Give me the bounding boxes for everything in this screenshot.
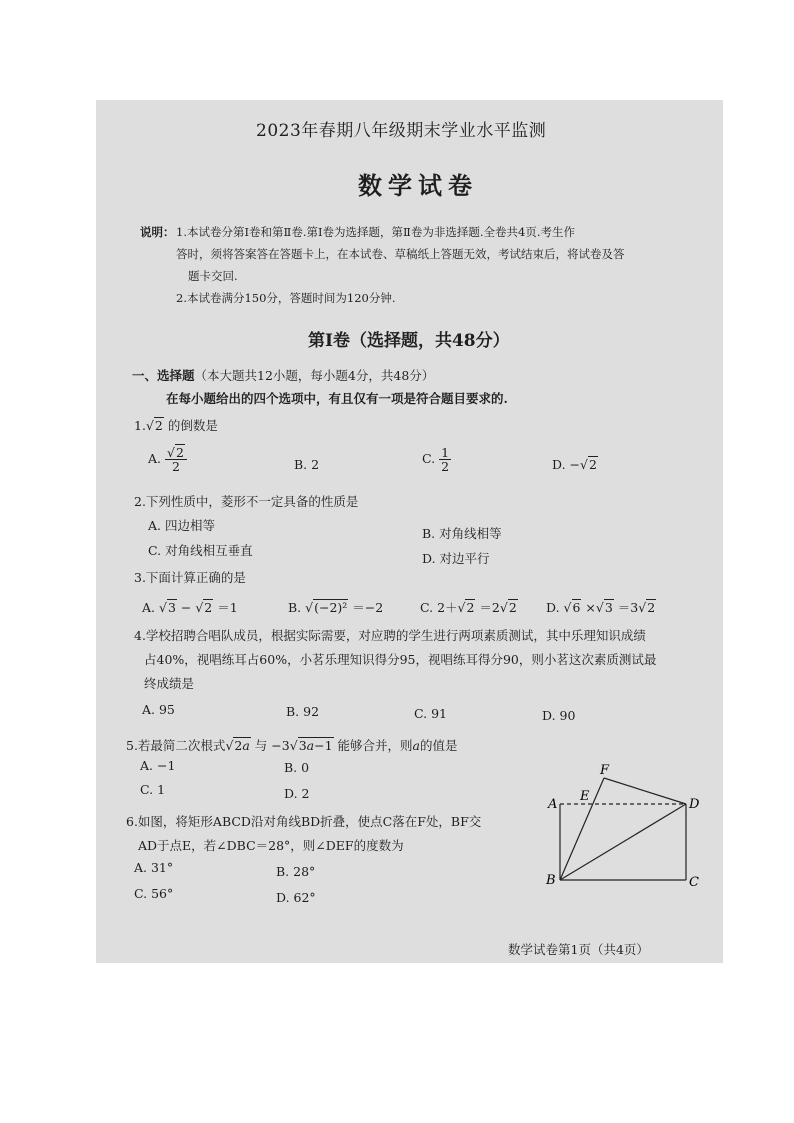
q3-option-d: D. √6 ×√3 ＝3√2 [546, 600, 656, 615]
fig-label-d: D [689, 797, 700, 812]
section-title: 第Ⅰ卷（选择题，共48分） [308, 331, 510, 351]
q5-variable: a [412, 738, 420, 753]
note-1-line-3: 题卡交回. [188, 269, 238, 283]
q4-line-3: 终成绩是 [144, 676, 195, 691]
q6-line-1: 6.如图，将矩形ABCD沿对角线BD折叠，使点C落在F处，BF交 [126, 814, 482, 829]
q3-stem: 3.下面计算正确的是 [134, 570, 246, 585]
q4-option-d: D. 90 [542, 708, 576, 723]
q2-option-a: A. 四边相等 [148, 518, 215, 533]
q5-pre: 5.若最简二次根式 [126, 738, 226, 753]
exam-title: 2023年春期八年级期末学业水平监测 [256, 121, 547, 141]
q2-option-c: C. 对角线相互垂直 [148, 543, 253, 558]
q1-option-a-label: A. [148, 451, 162, 467]
q5-option-b: B. 0 [284, 760, 310, 775]
note-1-line-1: 1.本试卷分第Ⅰ卷和第Ⅱ卷.第Ⅰ卷为选择题，第Ⅱ卷为非选择题.全卷共4页.考生作 [176, 225, 575, 239]
subject-title: 数学试卷 [358, 171, 478, 200]
q6-line-2: AD于点E，若∠DBC＝28°，则∠DEF的度数为 [138, 838, 404, 853]
instruction: 在每小题给出的四个选项中，有且仅有一项是符合题目要求的. [166, 391, 508, 406]
note-2: 2.本试卷满分150分，答题时间为120分钟. [176, 291, 396, 305]
q4-option-c: C. 91 [414, 706, 447, 721]
q5-end: 的值是 [419, 738, 458, 753]
q5-post: 能够合并，则 [337, 738, 413, 753]
q1-number: 1. [134, 418, 146, 433]
fig-line-fd [604, 778, 686, 804]
q4-option-a: A. 95 [142, 702, 175, 717]
part-heading [132, 366, 434, 384]
q5-mid: 与 [254, 738, 268, 753]
fig-label-b: B [546, 873, 556, 888]
q6-option-c: C. 56° [134, 886, 174, 901]
q1-option-a: A. $\frac{√2}{2}$ [148, 446, 187, 473]
fig-label-a: A [548, 797, 558, 812]
q1-option-c: C. $\frac{1}{2}$ [422, 445, 450, 475]
q6-figure [536, 760, 706, 890]
q2-option-b: B. 对角线相等 [422, 526, 502, 541]
q1-option-d-label: D. − [552, 457, 580, 472]
part-label: 一、选择题 [132, 368, 195, 383]
notes-label: 说明： [140, 225, 175, 239]
q1-option-d: D. −√2 [552, 457, 597, 472]
q1-option-b: B. 2 [294, 457, 320, 472]
fig-label-c: C [689, 875, 699, 890]
q3-option-c: C. 2＋√2 ＝2√2 [420, 600, 517, 615]
q6-option-d: D. 62° [276, 890, 316, 905]
q4-line-1: 4.学校招聘合唱队成员，根据实际需要，对应聘的学生进行两项素质测试，其中乐理知识成绩 [134, 628, 646, 643]
exam-sheet [96, 100, 723, 963]
q4-line-2: 占40%，视唱练耳占60%，小茗乐理知识得分95，视唱练耳得分90，则小茗这次素质测试最 [144, 652, 657, 667]
q5-option-a: A. −1 [140, 758, 176, 773]
fig-label-f: F [600, 763, 610, 778]
q2-stem: 2.下列性质中，菱形不一定具备的性质是 [134, 494, 359, 509]
q5-option-d: D. 2 [284, 786, 310, 801]
note-1-line-2: 答时，须将答案答在答题卡上，在本试卷、草稿纸上答题无效，考试结束后，将试卷及答 [176, 247, 625, 261]
q3-option-b: B. √(−2)² ＝−2 [288, 600, 384, 615]
fig-label-e: E [580, 789, 590, 804]
q6-option-b: B. 28° [276, 864, 316, 879]
q4-option-b: B. 92 [286, 704, 320, 719]
page-footer: 数学试卷第1页（共4页） [508, 942, 649, 957]
q5-stem: 5.若最简二次根式√2a 与 −3√3a−1 能够合并，则a的值是 [126, 738, 458, 753]
q6-option-a: A. 31° [134, 860, 174, 875]
q2-option-d: D. 对边平行 [422, 551, 490, 566]
part-info: （本大题共12小题，每小题4分，共48分） [194, 368, 435, 383]
q1-stem-text: 的倒数是 [167, 418, 218, 433]
q3-option-a: A. √3 − √2 ＝1 [142, 600, 238, 615]
fig-line-bd [560, 804, 686, 880]
q1-stem: 1.√2 的倒数是 [134, 418, 218, 433]
q5-option-c: C. 1 [140, 782, 166, 797]
q1-option-c-label: C. [422, 451, 436, 467]
